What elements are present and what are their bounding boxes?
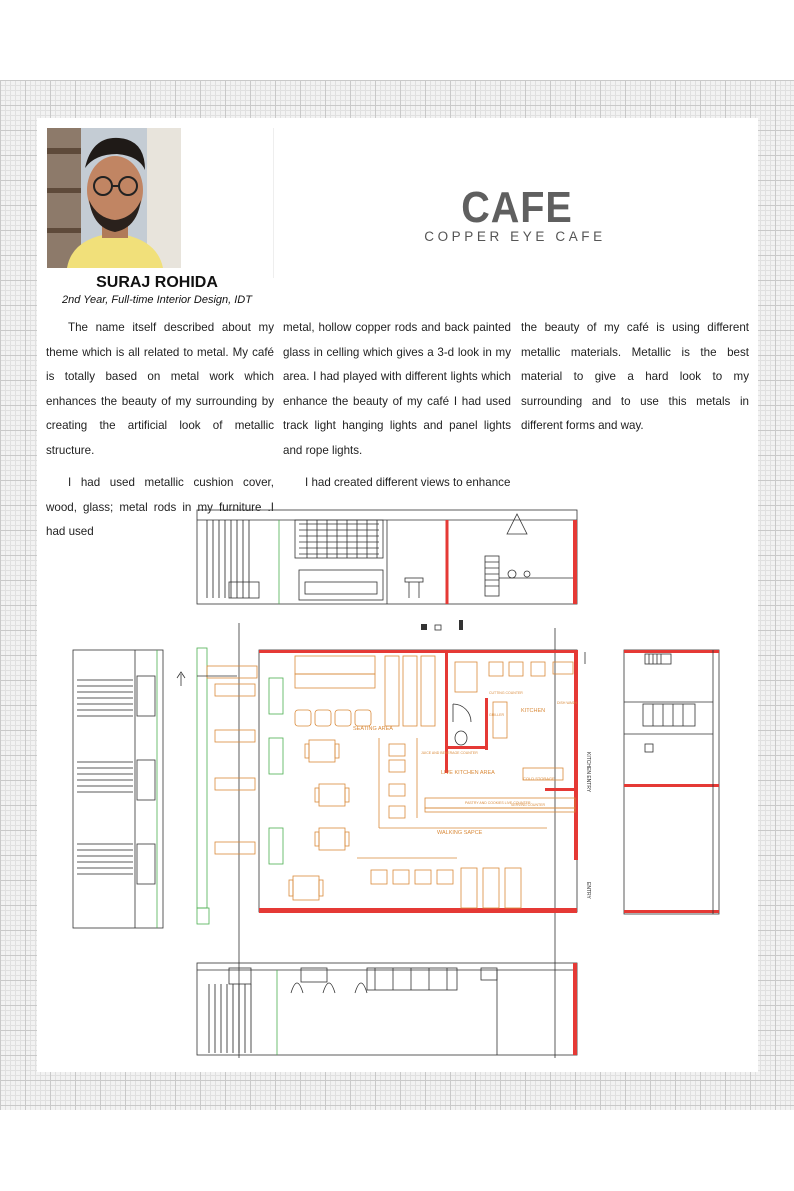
paragraph: metal, hollow copper rods and back painted glass in celling which gives a 3-d look in my area. I had played with different lights which enhance the beauty of my café I had used track light hanging lights and panel lights and rope lights. xyxy=(283,321,511,457)
label-walking: WALKING SAPCE xyxy=(437,830,483,836)
label-pastry: PASTRY AND COOKIES LIVE COUNTER xyxy=(465,801,531,805)
label-juice: JUICE AND BEVERAGE COUNTER xyxy=(421,751,478,755)
author-role: 2nd Year, Full-time Interior Design, IDT xyxy=(62,294,252,306)
paragraph: I had used metallic cushion cover, wood, glass; metal rods in my furniture .I had used xyxy=(46,476,274,538)
paragraph: the beauty of my café is using different metallic materials. Metallic is the best material to give a hard look to my surrounding and to use this metals in different forms and way. xyxy=(521,321,749,432)
label-entry: ENTRY xyxy=(585,882,591,899)
author-photo xyxy=(47,128,181,268)
label-cold-storage: COLD STORAGE xyxy=(523,776,555,781)
bottom-elevation xyxy=(197,963,577,1055)
label-live-kitchen: LIVE KITCHEN AREA xyxy=(441,770,495,776)
label-kitchen: KITCHEN xyxy=(521,708,546,714)
label-kitchen-entry: KITCHEN ENTRY xyxy=(585,752,591,793)
paragraph: The name itself described about my theme which is all related to metal. My café is totally based on metal work which enhances the beauty of my surrounding by creating the artificial look of metallic structure. xyxy=(46,321,274,457)
header-divider xyxy=(273,128,274,278)
floor-plan-drawings xyxy=(37,498,758,1068)
main-floor-plan xyxy=(177,620,585,1058)
text-column-3 xyxy=(521,316,749,447)
label-cutting: CUTTING COUNTER xyxy=(489,691,523,695)
label-griller: GRILLER xyxy=(489,713,504,717)
page-subtitle: COPPER EYE CAFE xyxy=(424,229,606,244)
label-serving: SERVING COUNTER xyxy=(511,803,545,807)
page-title: CAFE xyxy=(461,183,573,232)
paragraph: I had created different views to enhance xyxy=(305,476,511,489)
top-elevation xyxy=(197,510,577,604)
text-column-2 xyxy=(283,316,511,504)
left-elevation xyxy=(73,650,163,928)
author-name: SURAJ ROHIDA xyxy=(96,274,218,291)
document-sheet xyxy=(37,118,758,1072)
right-elevation xyxy=(624,650,719,914)
label-dish: DISH WASH xyxy=(557,701,577,705)
label-seating: SEATING AREA xyxy=(353,726,393,732)
